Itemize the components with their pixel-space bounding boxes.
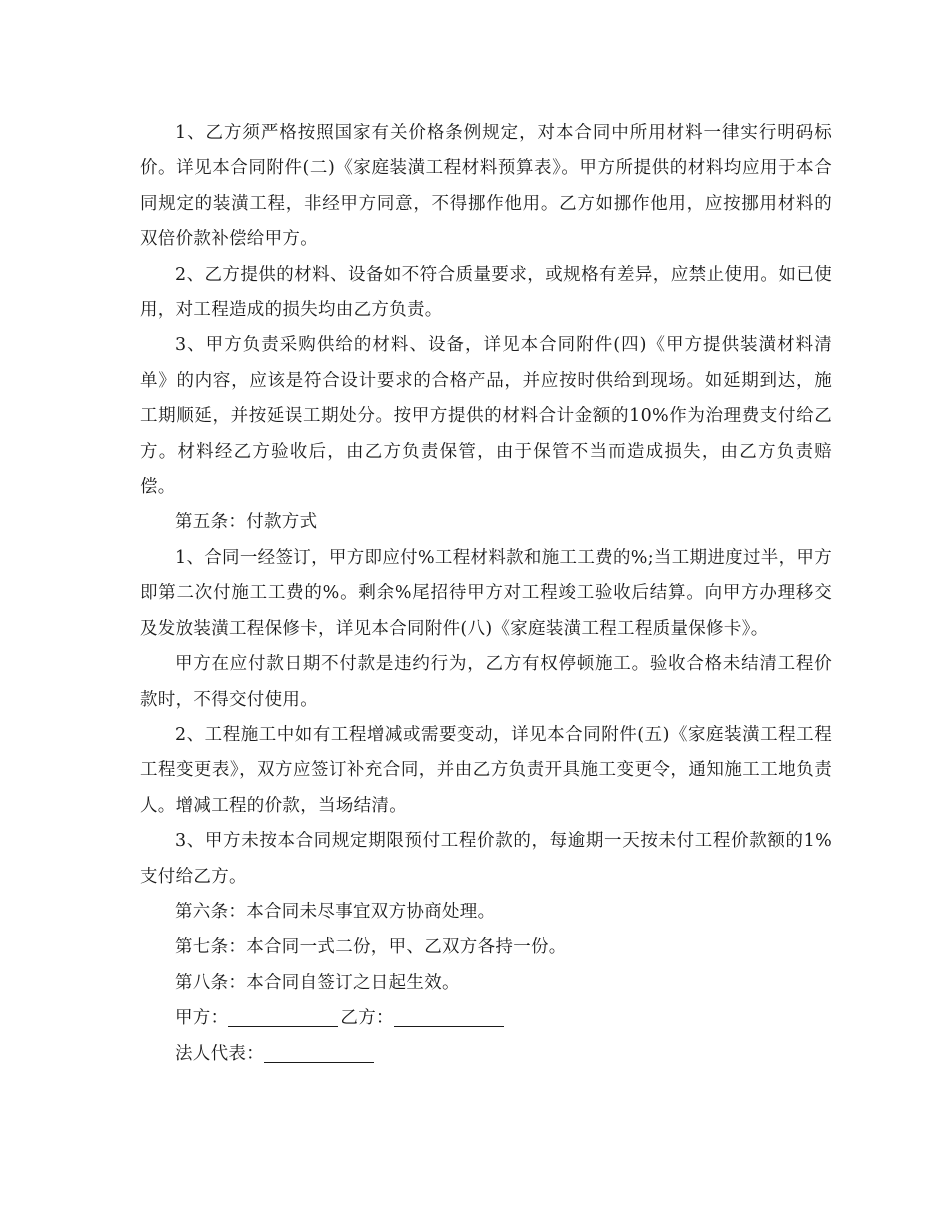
- section-heading-payment: 第五条：付款方式: [175, 512, 318, 533]
- party-b-label: 乙方：: [340, 1008, 394, 1029]
- clause-payment-schedule: 1、合同一经签订，甲方即应付%工程材料款和施工工费的%;当工期进度过半，甲方即第二次付施工工费的%。剩余%尾招待甲方对工程竣工验收后结算。向甲方办理移交及发放装潢工程保修卡，详见本合同附件(八)《家庭装潢工程工程质量保修卡》。: [140, 547, 832, 639]
- party-b-signature-blank[interactable]: [394, 1006, 504, 1027]
- party-a-label: 甲方：: [175, 1008, 229, 1029]
- clause-party-a-materials: 3、甲方负责采购供给的材料、设备，详见本合同附件(四)《甲方提供装潢材料清单》的内容，应该是符合设计要求的合格产品，并应按时供给到现场。如延期到达，施工期顺延，并按延误工期处分。按甲方提供的材料合计金额的10%作为治理费支付给乙方。材料经乙方验收后，由乙方负责保管，由于保管不当而造成损失，由乙方负责赔偿。: [140, 335, 832, 498]
- clause-late-payment-penalty: 3、甲方未按本合同规定期限预付工程价款的，每逾期一天按未付工程价款额的1%支付给乙方。: [140, 831, 832, 887]
- contract-body: [140, 116, 832, 1072]
- article-six: 第六条：本合同未尽事宜双方协商处理。: [175, 901, 496, 922]
- clause-project-changes: 2、工程施工中如有工程增减或需要变动，详见本合同附件(五)《家庭装潢工程工程工程变更表》，双方应签订补充合同，并由乙方负责开具施工变更令，通知施工工地负责人。增减工程的价款，当场结清。: [140, 724, 832, 816]
- signature-row-parties: [140, 1001, 832, 1036]
- legal-rep-signature-blank[interactable]: [264, 1042, 374, 1063]
- clause-late-payment-default: 甲方在应付款日期不付款是违约行为，乙方有权停顿施工。验收合格未结清工程价款时，不得交付使用。: [140, 654, 832, 710]
- clause-material-pricing: 1、乙方须严格按照国家有关价格条例规定，对本合同中所用材料一律实行明码标价。详见本合同附件(二)《家庭装潢工程材料预算表》。甲方所提供的材料均应用于本合同规定的装潢工程，非经甲方同意，不得挪作他用。乙方如挪作他用，应按挪用材料的双倍价款补偿给甲方。: [140, 123, 832, 250]
- signature-row-legal-rep: [140, 1037, 832, 1072]
- clause-material-quality: 2、乙方提供的材料、设备如不符合质量要求，或规格有差异，应禁止使用。如已使用，对工程造成的损失均由乙方负责。: [140, 264, 832, 321]
- party-a-signature-blank[interactable]: [228, 1006, 338, 1027]
- article-eight: 第八条：本合同自签订之日起生效。: [175, 972, 460, 993]
- legal-rep-label: 法人代表：: [175, 1043, 264, 1064]
- article-seven: 第七条：本合同一式二份，甲、乙双方各持一份。: [175, 937, 567, 958]
